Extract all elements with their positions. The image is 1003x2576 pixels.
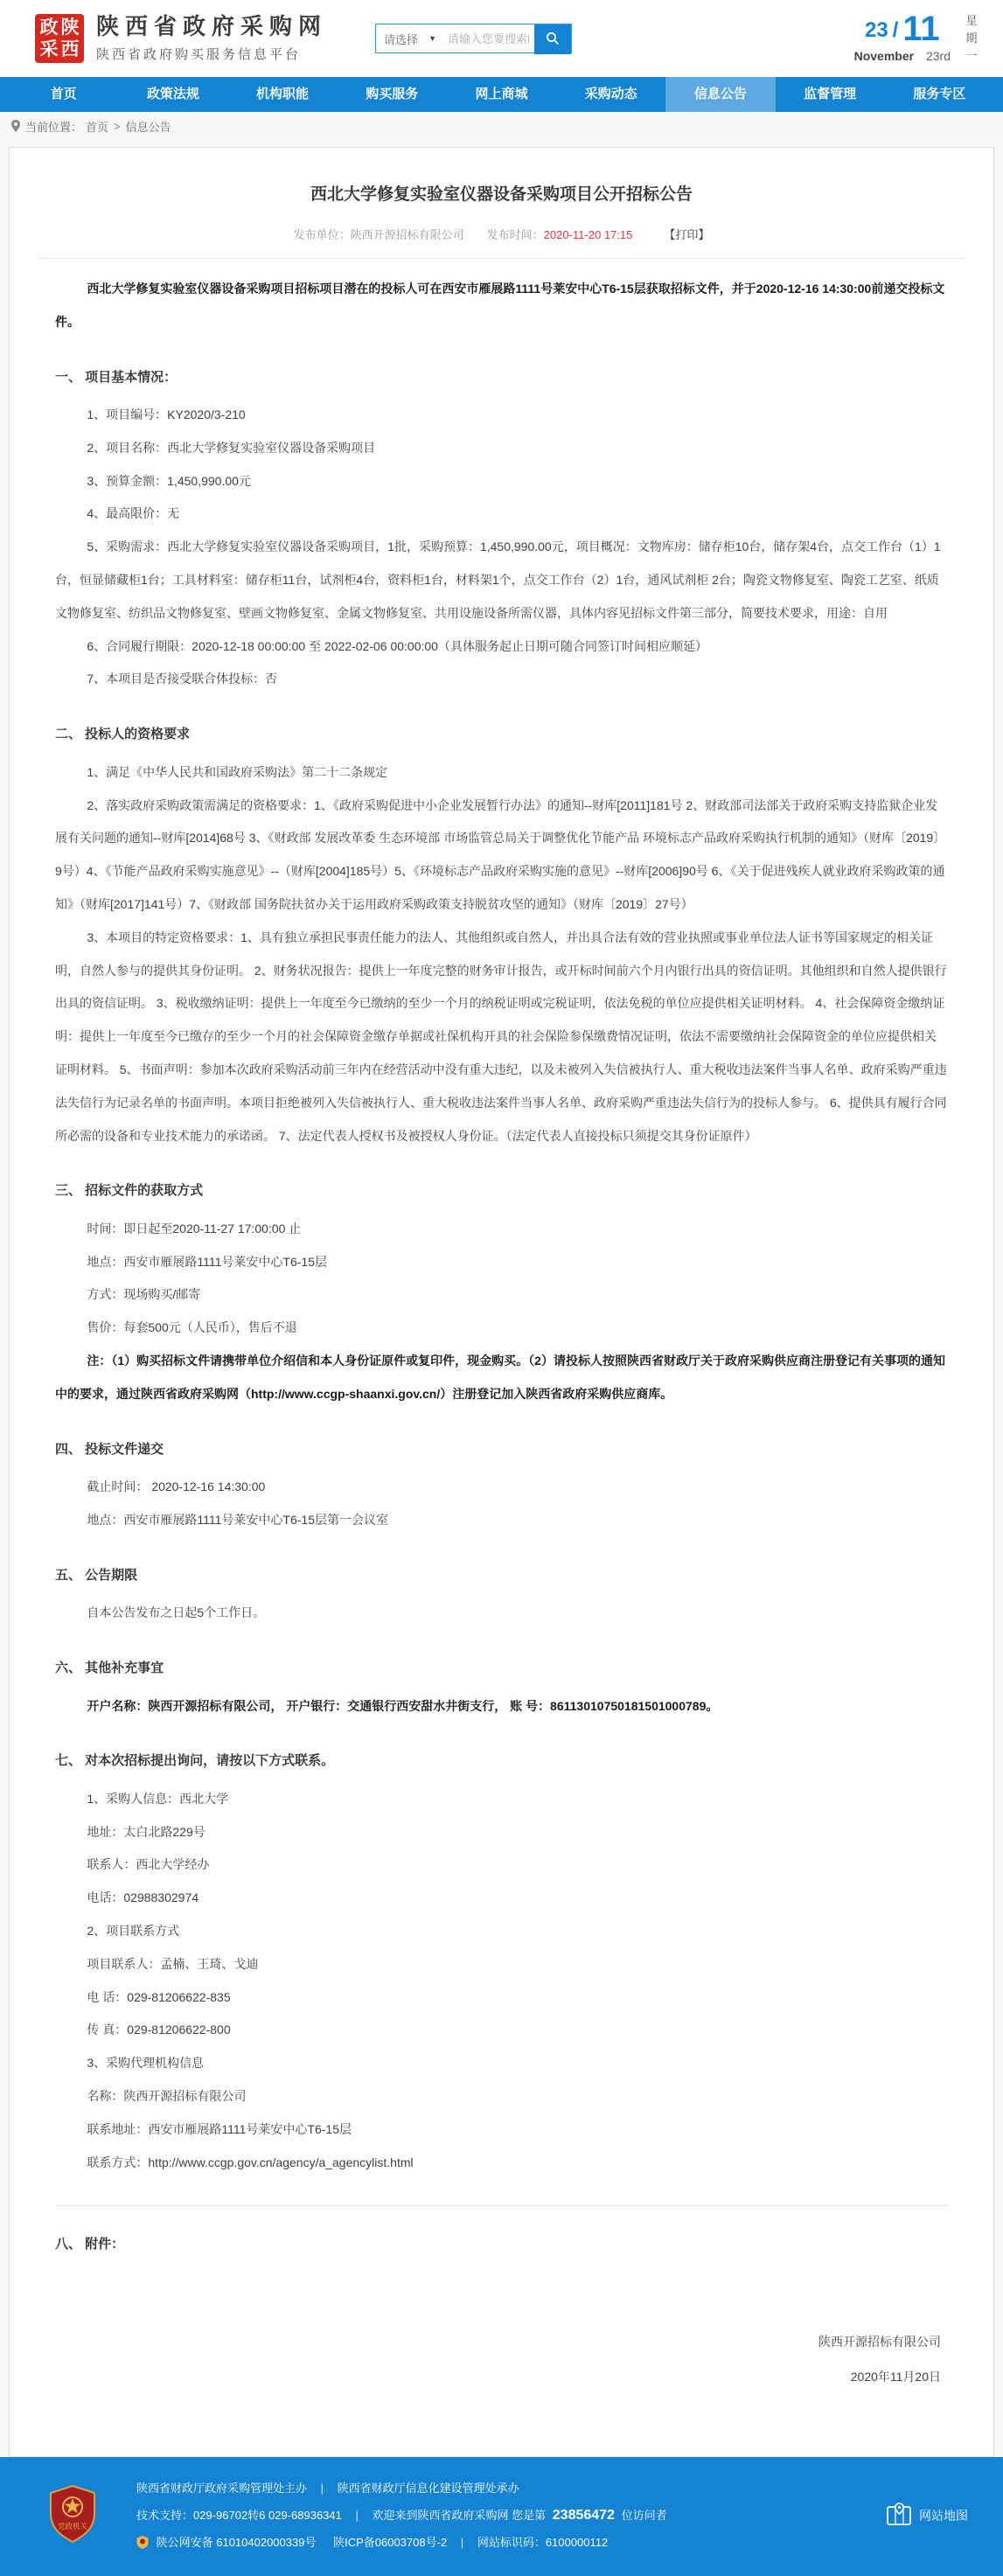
nav-item[interactable]: 首页 xyxy=(50,87,77,101)
page-title: 西北大学修复实验室仪器设备采购项目公开招标公告 xyxy=(310,185,693,204)
footer-police-registration[interactable]: 陕公网安备 61010402000339号 xyxy=(156,2536,317,2550)
publisher-label: 发布单位： xyxy=(293,228,351,241)
nav-item[interactable]: 监督管理 xyxy=(804,87,857,101)
visitor-count: 23856472 xyxy=(552,2507,615,2523)
emblem-label: 党政机关 xyxy=(57,2521,88,2531)
footer-line-support: 技术支持：029-96702转6 029-68936341 | 欢迎来到陕西省政府采购网 您是第 23856472 位访问者 xyxy=(136,2507,667,2523)
logo-badge-top: 政陕 xyxy=(39,17,82,38)
publish-time-label: 发布时间： xyxy=(486,228,544,241)
footer-site-code: 网站标识码：6100000112 xyxy=(477,2536,609,2550)
nav-item[interactable]: 政策法规 xyxy=(146,87,199,101)
publisher-name: 陕西开源招标有限公司 xyxy=(350,228,464,241)
date-month: 11 xyxy=(902,10,940,49)
date-weekday: 星期一 xyxy=(965,13,978,63)
paragraph: 3、本项目的特定资格要求：1、具有独立承担民事责任能力的法人、其他组织或自然人，并出具合法有效的营业执照或事业单位法人证书等国家规定的相关证明，自然人参与的提供其身份证明。 2、财务状况报告：提供上一年度完整的财务审计报告，或开标时间前六个月内银行出具的资信证明。其他组织和自然人提供银行出具的资信证明。 3、税收缴纳证明：提供上一年度至今已缴纳的至少一个月的纳税证明或完税证明，依法免税的单位应提供相关证明材料。 4、社会保障资金缴纳证明：提供上一年度至今已缴存的至少一个月的社会保障资金缴存单据或社保机构开具的社会保险参保缴费情况证明，依法不需要缴纳社会保障资金的单位应提供相关证明材料。 5、书面声明：参加本次政府采购活动前三年内在经营活动中没有重大违纪，以及未被列入失信被执行人、重大税收违法案件当事人名单、政府采购严重违法失信行为记录名单的书面声明。本项目拒绝被列入失信被执行人、重大税收违法案件当事人名单、政府采购严重违法失信行为的投标人参与。 6、提供具有履行合同所必需的设备和专业技术能力的承诺函。 7、法定代表人授权书及被授权人身份证。（法定代表人直接投标只须提交其身份证原件） xyxy=(55,929,947,1143)
section-heading: 六、 其他补充事宜 xyxy=(55,1660,164,1675)
paragraph: 电话：02988302974 xyxy=(87,1890,199,1905)
paragraph: 地址：太白北路229号 xyxy=(87,1824,205,1839)
paragraph: 售价：每套500元（人民币），售后不退 xyxy=(87,1320,297,1335)
government-emblem-badge xyxy=(48,2485,97,2547)
site-name: 陕西省政府采购网 xyxy=(96,12,328,39)
section-heading: 七、 对本次招标提出询问，请按以下方式联系。 xyxy=(55,1753,335,1769)
paragraph: 名称：陕西开源招标有限公司 xyxy=(87,2088,247,2103)
search-input[interactable] xyxy=(442,24,534,52)
section-heading: 一、 项目基本情况： xyxy=(55,369,178,385)
paragraph: 3、预算金额：1,450,990.00元 xyxy=(87,473,251,488)
date-day: 23 xyxy=(864,18,888,43)
nav-item[interactable]: 购买服务 xyxy=(366,87,419,101)
paragraph: 3、采购代理机构信息 xyxy=(87,2056,205,2071)
main-nav xyxy=(0,77,1003,112)
footer-co-organizer: 陕西省财政厅信息化建设管理处承办 xyxy=(337,2482,519,2496)
nav-item[interactable]: 网上商城 xyxy=(475,87,528,101)
signature-date: 2020年11月20日 xyxy=(850,2370,941,2385)
footer-welcome: 欢迎来到陕西省政府采购网 您是第 xyxy=(372,2508,547,2522)
sitemap-icon xyxy=(886,2502,912,2531)
publish-time: 2020-11-20 17:15 xyxy=(543,228,633,241)
sitemap-label: 网站地图 xyxy=(919,2509,968,2524)
paragraph: 注：（1）购买招标文件请携带单位介绍信和本人身份证原件或复印件，现金购买。（2）请投标人按照陕西省财政厅关于政府采购供应商注册登记有关事项的通知中的要求，通过陕西省政府采购网（http://www.ccgp-shaanxi.gov.cn/）注册登记加入陕西省政府采购供应商库。 xyxy=(55,1354,945,1401)
search-icon xyxy=(546,31,560,48)
breadcrumb xyxy=(0,112,1003,140)
footer-icp-number[interactable]: 陕ICP备06003708号-2 xyxy=(333,2536,448,2550)
search-button[interactable] xyxy=(534,24,571,54)
search-select-label: 请选择 xyxy=(384,32,419,46)
nav-item[interactable]: 机构职能 xyxy=(256,87,310,101)
section-attachments xyxy=(55,2227,948,2263)
intro-paragraph: 西北大学修复实验室仪器设备采购项目招标项目潜在的投标人可在西安市雁展路1111号莱安中心T6-15层获取招标文件，并于2020-12-16 14:30:00前递交投标文件。 xyxy=(55,282,945,329)
paragraph: 时间：即日起至2020-11-27 17:00:00 止 xyxy=(87,1221,302,1236)
breadcrumb-separator: > xyxy=(114,119,121,133)
footer-visitor-suffix: 位访问者 xyxy=(621,2508,667,2522)
location-pin-icon xyxy=(10,120,21,132)
breadcrumb-label: 当前位置： xyxy=(25,120,83,134)
breadcrumb-current[interactable]: 信息公告 xyxy=(125,120,171,134)
section-heading: 二、 投标人的资格要求 xyxy=(55,727,191,742)
date-month-name: November xyxy=(853,49,915,64)
section-project-info xyxy=(55,360,948,697)
site-footer xyxy=(0,2457,1003,2576)
paragraph: 传 真：029-81206622-800 xyxy=(87,2023,231,2037)
footer-line-registration: 陕公网安备 61010402000339号 陕ICP备06003708号-2 | 网站标识码：6100000112 xyxy=(136,2531,667,2555)
nav-item[interactable]: 采购动态 xyxy=(584,87,637,101)
date-day-ordinal: 23rd xyxy=(925,49,951,64)
paragraph: 2、项目名称：西北大学修复实验室仪器设备采购项目 xyxy=(87,440,376,455)
paragraph: 4、最高限价：无 xyxy=(87,506,180,521)
sitemap-link[interactable] xyxy=(886,2502,968,2531)
section-heading: 八、 附件： xyxy=(55,2237,125,2252)
article-meta xyxy=(55,226,948,242)
paragraph: 联系地址：西安市雁展路1111号莱安中心T6-15层 xyxy=(87,2121,352,2136)
search-box xyxy=(375,24,572,53)
article-card xyxy=(9,147,994,2457)
site-logo[interactable] xyxy=(35,14,327,64)
paragraph: 1、采购人信息：西北大学 xyxy=(87,1791,229,1806)
logo-badge xyxy=(35,14,84,63)
paragraph: 开户名称：陕西开源招标有限公司， 开户银行：交通银行西安甜水井街支行， 账 号：86113010750181501000789。 xyxy=(87,1698,719,1713)
section-divider xyxy=(55,2205,948,2206)
paragraph: 6、合同履行期限：2020-12-18 00:00:00 至 2022-02-06 00:00:00（具体服务起止日期可随合同签订时间相应顺延） xyxy=(87,638,707,653)
footer-organizer: 陕西省财政厅政府采购管理处主办 xyxy=(136,2482,308,2496)
signature-company: 陕西开源招标有限公司 xyxy=(818,2334,941,2349)
paragraph: 地点：西安市雁展路1111号莱安中心T6-15层 xyxy=(87,1254,327,1269)
paragraph: 项目联系人：孟楠、王琦、戈迪 xyxy=(87,1956,259,1971)
date-slash: / xyxy=(892,18,899,43)
footer-line-organizers: 陕西省财政厅政府采购管理处主办 | 陕西省财政厅信息化建设管理处承办 xyxy=(136,2482,519,2496)
paragraph: 2、项目联系方式 xyxy=(87,1923,180,1938)
section-bid-submission xyxy=(55,1432,948,1537)
breadcrumb-home-link[interactable]: 首页 xyxy=(86,120,109,134)
nav-item[interactable]: 服务专区 xyxy=(913,87,966,101)
paragraph: 自本公告发布之日起5个工作日。 xyxy=(87,1605,266,1620)
paragraph: 方式：现场购买/邮寄 xyxy=(87,1287,201,1302)
paragraph: 地点：西安市雁展路1111号莱安中心T6-15层第一会议室 xyxy=(87,1512,388,1527)
paragraph: 截止时间： 2020-12-16 14:30:00 xyxy=(87,1479,266,1494)
paragraph: 2、落实政府采购政策需满足的资格要求：1、《政府采购促进中小企业发展暂行办法》的通知--财库[2011]181号 2、财政部司法部关于政府采购支持监狱企业发展有关问题的通知--财库[2014]68号 3、《财政部 发展改革委 生态环境部 市场监管总局关于调整优化节能产品 环境标志产品政府采购执行机制的通知》（财库〔2019〕9号）4、《节能产品政府采购实施意见》--（财库[2004]185号）5、《环境标志产品政府采购实施的意见》--财库[2006]90号 6、《关于促进残疾人就业政府采购政策的通知》（财库[2017]141号）7、《财政部 国务院扶贫办关于运用政府采购政策支持脱贫攻坚的通知》（财库〔2019〕27号） xyxy=(55,797,946,911)
police-badge-icon xyxy=(136,2536,149,2549)
logo-badge-bottom: 采西 xyxy=(39,39,82,59)
section-bidder-qualifications xyxy=(55,717,948,1152)
meta-divider xyxy=(38,258,965,259)
section-contacts xyxy=(55,1744,948,2179)
paragraph: 7、本项目是否接受联合体投标：否 xyxy=(87,672,278,686)
search-category-select[interactable] xyxy=(376,24,442,52)
search-area xyxy=(375,24,572,53)
paragraph: 联系方式：http://www.ccgp.gov.cn/agency/a_agencylist.html xyxy=(87,2155,414,2169)
section-supplementary xyxy=(55,1651,948,1723)
paragraph: 5、采购需求：西北大学修复实验室仪器设备采购项目，1批，采购预算：1,450,990.00元，项目概况：文物库房：储存柜10台，储存架4台，点交工作台（1）1台，恒显储藏柜1台；工具材料室：储存柜11台，试剂柜4台，资料柜1台，材料架1个，点交工作台（2）1台，通风试剂柜 2台；陶瓷文物修复室、陶瓷工艺室、纸质文物修复室、纺织品文物修复室、壁画文物修复室、金属文物修复室、共用设施设备所需仪器，具体内容见招标文件第三部分，简要技术要求，用途：自用 xyxy=(55,540,941,620)
section-document-acquisition xyxy=(55,1173,948,1410)
paragraph: 1、项目编号：KY2020/3-210 xyxy=(87,407,246,422)
signature-block xyxy=(55,2324,948,2395)
section-heading: 三、 招标文件的获取方式 xyxy=(55,1183,204,1199)
paragraph: 电 话：029-81206622-835 xyxy=(87,1989,231,2004)
date-widget xyxy=(854,12,979,65)
nav-item[interactable]: 信息公告 xyxy=(665,77,775,112)
paragraph: 1、满足《中华人民共和国政府采购法》第二十二条规定 xyxy=(87,764,388,779)
print-button[interactable]: 【打印】 xyxy=(664,228,710,241)
site-subtitle: 陕西省政府购买服务信息平台 xyxy=(96,47,302,63)
section-announcement-period xyxy=(55,1558,948,1630)
site-header xyxy=(0,0,1003,77)
paragraph: 联系人：西北大学经办 xyxy=(87,1857,210,1872)
section-heading: 五、 公告期限 xyxy=(55,1567,138,1583)
chevron-down-icon: ▼ xyxy=(428,34,437,43)
footer-tech-support: 技术支持：029-96702转6 029-68936341 xyxy=(136,2508,342,2522)
article-content xyxy=(55,273,948,2395)
section-heading: 四、 投标文件递交 xyxy=(55,1441,164,1457)
